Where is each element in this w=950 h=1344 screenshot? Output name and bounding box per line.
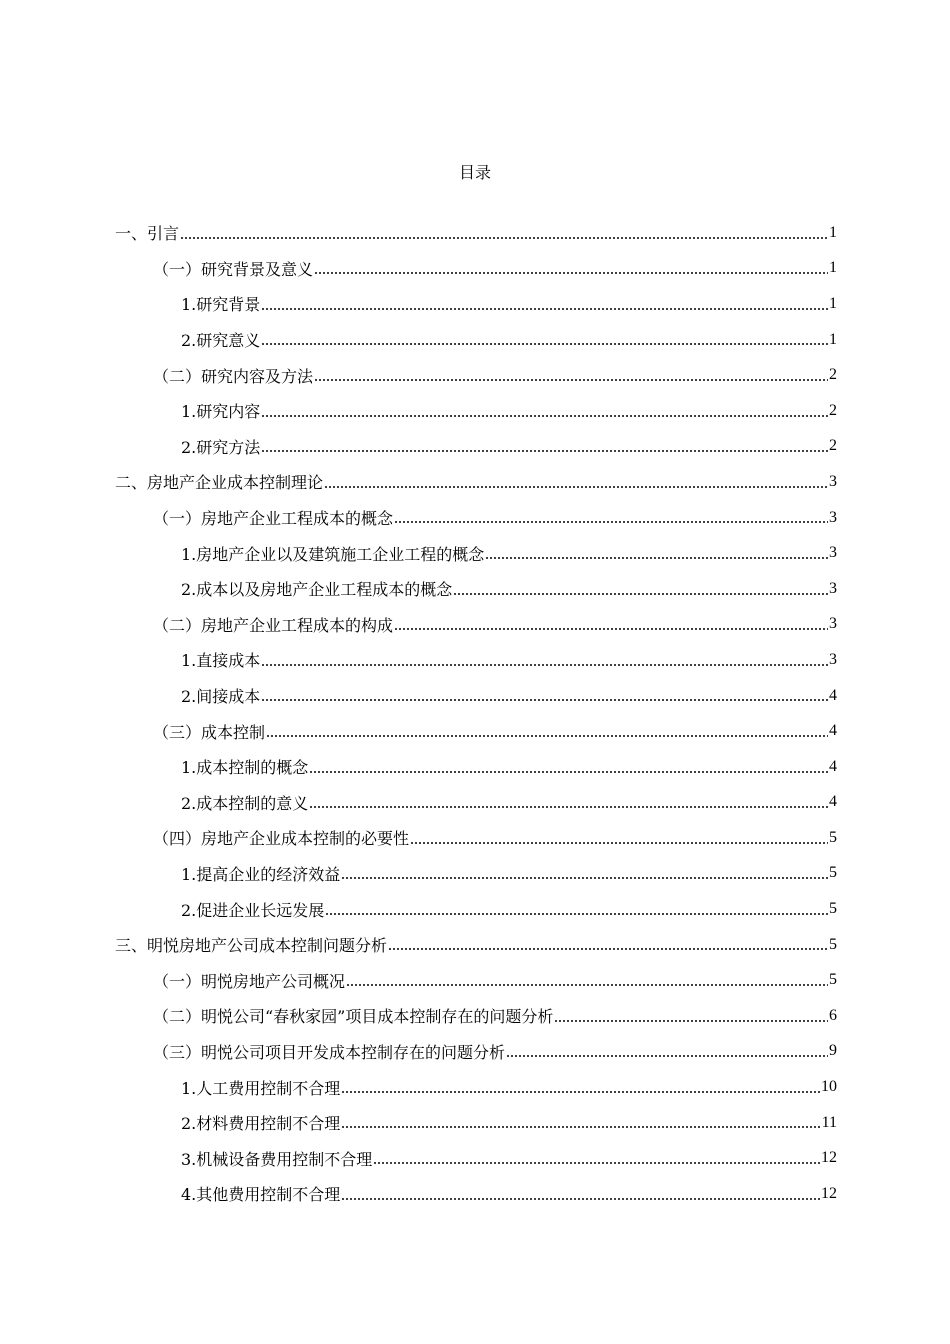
toc-entry-text: （二）研究内容及方法 (153, 364, 313, 387)
dot-leader (309, 799, 828, 809)
toc-entry[interactable] (0, 678, 950, 714)
toc-entry[interactable] (0, 1034, 950, 1070)
dot-leader (261, 443, 828, 453)
toc-page-number: 1 (829, 294, 837, 312)
dot-leader (394, 514, 828, 524)
toc-page-number: 12 (821, 1184, 837, 1202)
toc-entry[interactable] (0, 286, 950, 322)
toc-entry[interactable] (0, 1176, 950, 1212)
dot-leader (261, 336, 828, 346)
toc-page-number: 5 (829, 864, 837, 882)
toc-entry-text: 一、引言 (115, 221, 179, 244)
dot-leader (346, 977, 828, 987)
dot-leader (261, 301, 828, 311)
toc-page-number: 3 (829, 615, 837, 633)
toc-page-number: 3 (829, 508, 837, 526)
dot-leader (261, 408, 828, 418)
toc-page-number: 6 (829, 1006, 837, 1024)
toc-entry[interactable] (0, 713, 950, 749)
toc-page-number: 9 (829, 1042, 837, 1060)
toc-entry-text: 1.成本控制的概念 (181, 755, 308, 778)
toc-entry-text: 二、房地产企业成本控制理论 (115, 470, 323, 493)
toc-entry[interactable] (0, 429, 950, 465)
dot-leader (325, 906, 828, 916)
toc-entry-text: （三）明悦公司项目开发成本控制存在的问题分析 (153, 1040, 505, 1063)
dot-leader (314, 372, 828, 382)
toc-page-number: 10 (821, 1078, 837, 1096)
toc-page-number: 12 (821, 1149, 837, 1167)
dot-leader (266, 728, 828, 738)
toc-entry-text: （一）房地产企业工程成本的概念 (153, 506, 393, 529)
toc-page-number: 2 (829, 366, 837, 384)
toc-entry-text: 2.促进企业长远发展 (181, 898, 324, 921)
dot-leader (388, 941, 828, 951)
toc-entry[interactable] (0, 500, 950, 536)
toc-page-number: 11 (821, 1113, 837, 1131)
toc-page-number: 4 (829, 793, 837, 811)
toc-entry-text: （二）明悦公司“春秋家园”项目成本控制存在的问题分析 (153, 1004, 553, 1027)
toc-entry[interactable] (0, 749, 950, 785)
toc-page-number: 4 (829, 722, 837, 740)
table-of-contents (0, 215, 950, 1212)
toc-page-number: 4 (829, 686, 837, 704)
dot-leader (314, 265, 828, 275)
toc-entry[interactable] (0, 393, 950, 429)
toc-entry-text: （四）房地产企业成本控制的必要性 (153, 826, 409, 849)
toc-page-number: 3 (829, 472, 837, 490)
toc-page-number: 3 (829, 544, 837, 562)
dot-leader (309, 764, 828, 774)
toc-entry[interactable] (0, 891, 950, 927)
dot-leader (506, 1048, 828, 1058)
toc-entry[interactable] (0, 215, 950, 251)
toc-page-number: 5 (829, 935, 837, 953)
toc-entry-text: 1.提高企业的经济效益 (181, 862, 340, 885)
toc-entry-text: 1.人工费用控制不合理 (181, 1076, 340, 1099)
toc-page-number: 3 (829, 650, 837, 668)
toc-page-number: 1 (829, 259, 837, 277)
toc-entry[interactable] (0, 1069, 950, 1105)
toc-entry-text: 2.材料费用控制不合理 (181, 1111, 340, 1134)
toc-page-number: 3 (829, 579, 837, 597)
toc-entry[interactable] (0, 357, 950, 393)
toc-entry-text: 4.其他费用控制不合理 (181, 1182, 340, 1205)
toc-page-number: 5 (829, 900, 837, 918)
toc-entry[interactable] (0, 856, 950, 892)
toc-entry[interactable] (0, 322, 950, 358)
toc-entry[interactable] (0, 642, 950, 678)
dot-leader (341, 1191, 820, 1201)
toc-entry-text: 1.研究内容 (181, 399, 260, 422)
toc-entry-text: 1.研究背景 (181, 292, 260, 315)
toc-entry-text: （一）研究背景及意义 (153, 257, 313, 280)
toc-page-number: 4 (829, 757, 837, 775)
toc-page-number: 2 (829, 437, 837, 455)
toc-entry[interactable] (0, 998, 950, 1034)
dot-leader (261, 657, 828, 667)
toc-entry[interactable] (0, 464, 950, 500)
dot-leader (394, 621, 828, 631)
toc-entry-text: 2.研究方法 (181, 435, 260, 458)
dot-leader (261, 692, 828, 702)
toc-entry-text: 3.机械设备费用控制不合理 (181, 1147, 372, 1170)
toc-page-number: 1 (829, 223, 837, 241)
toc-entry[interactable] (0, 785, 950, 821)
toc-entry-text: 三、明悦房地产公司成本控制问题分析 (115, 933, 387, 956)
toc-entry[interactable] (0, 251, 950, 287)
toc-entry-text: （一）明悦房地产公司概况 (153, 969, 345, 992)
toc-entry-text: 1.房地产企业以及建筑施工企业工程的概念 (181, 542, 484, 565)
toc-entry[interactable] (0, 607, 950, 643)
toc-page-number: 5 (829, 828, 837, 846)
dot-leader (373, 1155, 820, 1165)
toc-entry-text: 2.成本控制的意义 (181, 791, 308, 814)
toc-page-number: 1 (829, 330, 837, 348)
toc-entry[interactable] (0, 535, 950, 571)
toc-entry[interactable] (0, 927, 950, 963)
toc-entry[interactable] (0, 962, 950, 998)
dot-leader (341, 1084, 820, 1094)
toc-page-number: 2 (829, 401, 837, 419)
toc-entry-text: 2.成本以及房地产企业工程成本的概念 (181, 577, 452, 600)
toc-page-number: 5 (829, 971, 837, 989)
toc-entry[interactable] (0, 1105, 950, 1141)
dot-leader (180, 230, 828, 240)
dot-leader (453, 586, 828, 596)
toc-entry-text: （二）房地产企业工程成本的构成 (153, 613, 393, 636)
dot-leader (324, 479, 828, 489)
dot-leader (410, 835, 828, 845)
dot-leader (485, 550, 828, 560)
toc-title: 目录 (458, 163, 491, 182)
dot-leader (341, 1119, 820, 1129)
toc-entry-text: 2.研究意义 (181, 328, 260, 351)
dot-leader (341, 870, 828, 880)
dot-leader (554, 1013, 828, 1023)
toc-entry[interactable] (0, 1140, 950, 1176)
toc-entry-text: 2.间接成本 (181, 684, 260, 707)
toc-entry-text: 1.直接成本 (181, 648, 260, 671)
toc-entry-text: （三）成本控制 (153, 720, 265, 743)
toc-entry[interactable] (0, 820, 950, 856)
toc-entry[interactable] (0, 571, 950, 607)
